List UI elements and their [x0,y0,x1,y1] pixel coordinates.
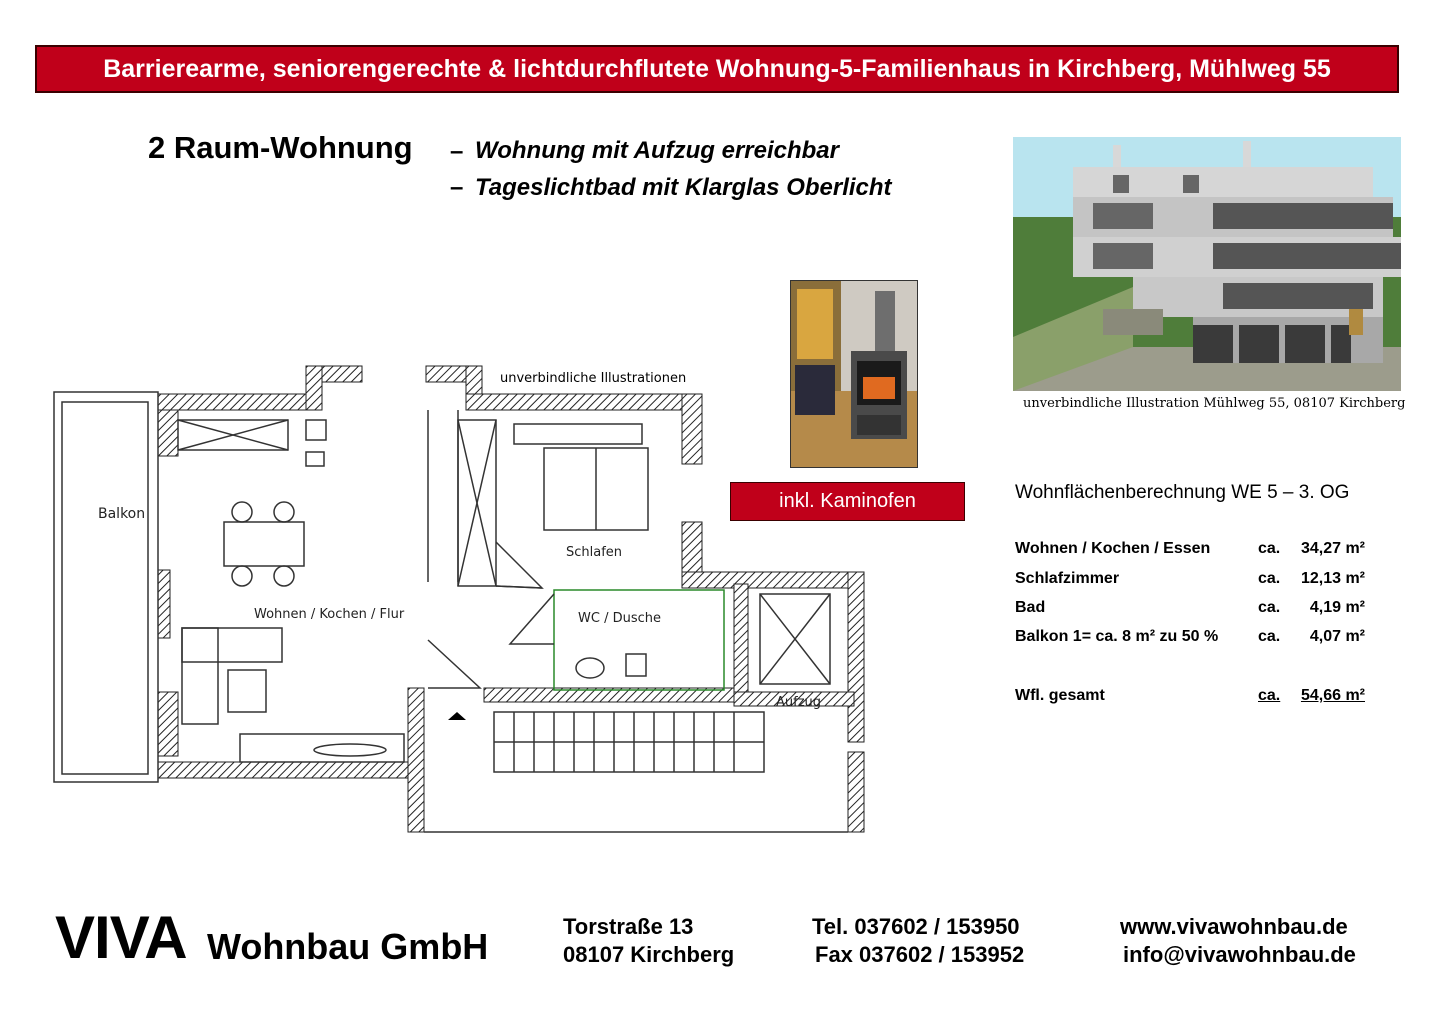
room-label-wohnen: Wohnen / Kochen / Flur [254,607,405,622]
total-ca: ca. [1258,687,1281,704]
kaminofen-badge: inkl. Kaminofen [730,482,965,521]
total-label: Wfl. gesamt [1015,687,1105,704]
row-label: Bad [1015,599,1046,616]
row-ca: ca. [1258,540,1281,557]
footer-web-link[interactable]: www.vivawohnbau.de [1120,914,1348,939]
room-label-balkon: Balkon [98,506,146,522]
wohnflaeche-row [1015,628,1375,650]
apartment-title: 2 Raum-Wohnung [148,130,413,165]
wohnflaeche-row [1015,570,1375,592]
room-label-wc: WC / Dusche [578,611,661,626]
footer-city: 08107 Kirchberg [563,942,735,967]
footer-email-link[interactable]: info@vivawohnbau.de [1123,942,1356,967]
row-value: 4,07 m² [1309,628,1365,645]
feature-elevator: Wohnung mit Aufzug erreichbar [475,137,839,164]
row-ca: ca. [1258,628,1281,645]
row-label: Balkon 1= ca. 8 m² zu 50 % [1015,628,1219,645]
wohnflaeche-row [1015,540,1375,562]
company-logo-name: Wohnbau GmbH [207,926,489,967]
room-label-aufzug: Aufzug [776,695,822,710]
room-label-schlafen: Schlafen [566,545,623,560]
floor-plan [48,362,868,852]
company-logo-viva: VIVA [55,904,187,971]
house-illustration [1013,137,1401,391]
heading-dash-2: – [450,174,464,201]
footer-tel: Tel. 037602 / 153950 [812,914,1020,939]
footer-fax: Fax 037602 / 153952 [815,942,1025,967]
row-value: 12,13 m² [1300,570,1365,587]
row-value: 34,27 m² [1300,540,1365,557]
stove-image [790,280,918,468]
row-label: Schlafzimmer [1015,570,1120,587]
heading-dash-1: – [450,138,464,165]
row-ca: ca. [1258,570,1281,587]
total-value: 54,66 m² [1300,687,1365,704]
header-banner: Barrierearme, seniorengerechte & lichtdurchflutete Wohnung-5-Familienhaus in Kirchberg, Mühlweg 55 [35,45,1399,93]
wohnflaeche-row [1015,599,1375,621]
row-ca: ca. [1258,599,1281,616]
footer-street: Torstraße 13 [563,914,694,939]
row-label: Wohnen / Kochen / Essen [1015,540,1211,557]
wohnflaeche-title: Wohnflächenberechnung WE 5 – 3. OG [1015,482,1350,503]
wohnflaeche-total [1015,687,1375,709]
row-value: 4,19 m² [1309,599,1365,616]
house-caption: unverbindliche Illustration Mühlweg 55, 08107 Kirchberg [1023,396,1406,411]
illustration-note: unverbindliche Illustrationen [500,371,687,386]
feature-daylight-bath: Tageslichtbad mit Klarglas Oberlicht [475,174,892,201]
